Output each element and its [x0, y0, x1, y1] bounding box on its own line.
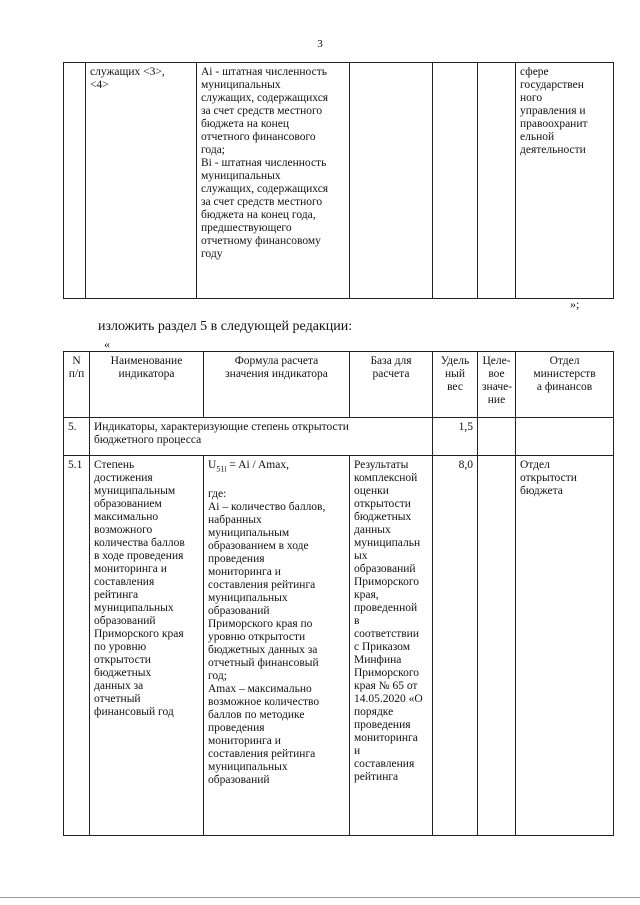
table-cell: служащих <3>, <4> [86, 63, 197, 299]
table-cell [478, 63, 516, 299]
indicator-row [64, 456, 614, 836]
indicator-name: Степень достижения муниципальным образованием максимально возможного количества баллов в ходе проведения мониторинга и составления рейтинга муниципальных образований Приморского края по уровню открытости бюджетных данных за отчетный финансовый год [90, 456, 204, 836]
table-cell [433, 63, 478, 299]
calculation-base: Результаты комплексной оценки открытости бюджетных данных муниципальн ых образований Приморского края, проведенной в соответствии с Приказом Минфина Приморского края № 65 от 14.05.2020 «О порядке проведения мониторинга и составления рейтинга [350, 456, 433, 836]
table-cell [350, 63, 433, 299]
opening-quote: « [104, 337, 110, 351]
instruction-text: изложить раздел 5 в следующей редакции: [98, 319, 353, 334]
page-number: 3 [317, 38, 323, 50]
responsible-dept: Отдел открытости бюджета [516, 456, 614, 836]
table-cell: сфере государствен ного управления и правоохранит ельной деятельности [516, 63, 614, 299]
formula-line [208, 459, 345, 475]
row-num: 5.1 [64, 456, 90, 836]
section-title: Индикаторы, характеризующие степень открытости бюджетного процесса [90, 418, 433, 456]
section-row [64, 418, 614, 456]
closing-quote: »; [570, 297, 580, 311]
table-cell [64, 63, 86, 299]
continuation-table [63, 62, 614, 299]
header-num: N п/п [64, 352, 90, 418]
table-header-row [64, 352, 614, 418]
section-weight: 1,5 [433, 418, 478, 456]
table-cell: Ai - штатная численность муниципальных служащих, содержащихся за счет средств местного бюджета на конец отчетного финансового года; Bi - штатная численность муниципальных служащих, содержащихся за счет средств местного бюджета на конец года, предшествующего отчетному финансовому году [197, 63, 350, 299]
table-cell [478, 418, 516, 456]
header-target: Целе- вое значе- ние [478, 352, 516, 418]
table-cell [516, 418, 614, 456]
formula-description: где: Ai – количество баллов, набранных муниципальным образованием в ходе проведения мониторинга и составления рейтинга муниципальных образований Приморского края по уровню открытости бюджетных данных за отчетный финансовый год; Amax – максимально возможное количество баллов по методике проведения мониторинга и составления рейтинга муниципальных образований [208, 488, 326, 787]
formula-cell [204, 456, 350, 836]
formula-lead: U [208, 459, 217, 471]
table-row [64, 63, 614, 299]
header-dept: Отдел министерств а финансов [516, 352, 614, 418]
header-base: База для расчета [350, 352, 433, 418]
indicator-table [63, 351, 614, 836]
section-num: 5. [64, 418, 90, 456]
page-bottom-rule [0, 897, 640, 898]
header-name: Наименование индикатора [90, 352, 204, 418]
indicator-weight: 8,0 [433, 456, 478, 836]
indicator-target [478, 456, 516, 836]
formula-subscript: 51i [216, 464, 227, 474]
formula-rest: = Ai / Amax, [226, 459, 289, 471]
header-weight: Удель ный вес [433, 352, 478, 418]
header-formula: Формула расчета значения индикатора [204, 352, 350, 418]
